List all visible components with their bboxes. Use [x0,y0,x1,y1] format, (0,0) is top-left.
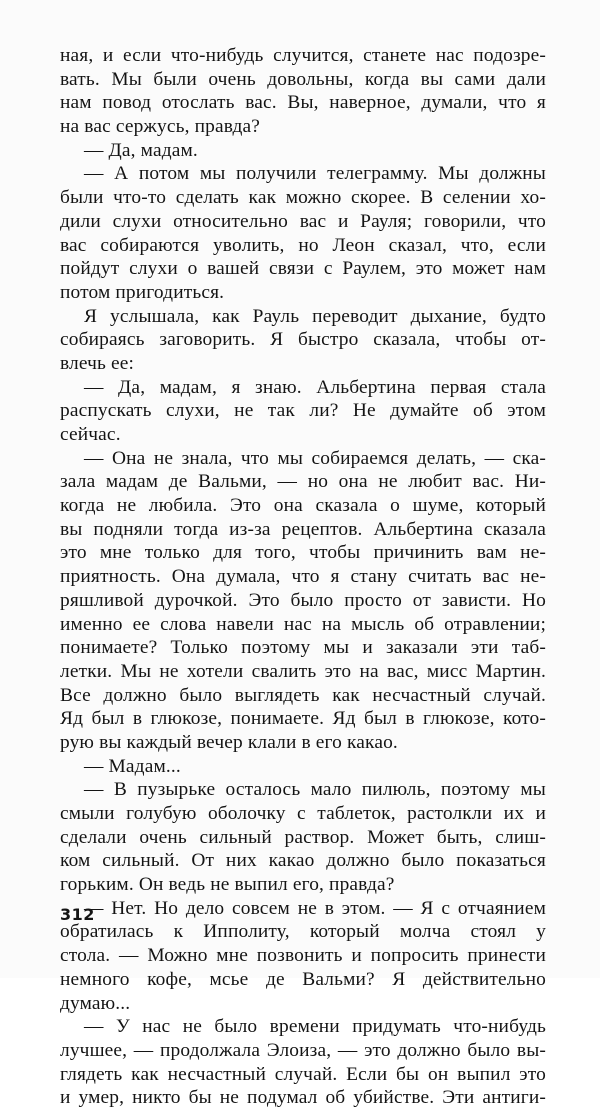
text-line-39: стола. — Можно мне позвонить и попросить принести [60,945,546,967]
text-line-36: горьким. Он ведь не выпил его, правда? [60,874,395,896]
text-line-10: пойдут слухи о вашей связи с Раулем, это может нам [60,258,546,280]
text-line-20: когда не любила. Это она сказала о шуме, который [60,495,546,517]
text-line-26: понимаете? Только поэтому мы и заказали эти таб- [60,637,546,659]
text-line-2: вать. Мы были очень довольны, когда вы сами дали [60,68,546,90]
text-line-1: ная, и если что-нибудь случится, станете нас подозре- [60,45,546,66]
text-line-18: — Она не знала, что мы собираемся делать, — ска- [84,447,546,469]
text-line-24: ряшливой дурочкой. Это было просто от зависти. Но [60,589,546,611]
text-line-30: рую вы каждый вечер клали в его какао. [60,731,398,753]
text-line-29: Яд был в глюкозе, понимаете. Яд был в глюкозе, кото- [60,708,546,730]
page-number: 312 [60,905,95,924]
text-line-22: это мне только для того, чтобы причинить вам не- [60,542,546,564]
text-line-27: летки. Мы не хотели свалить это на вас, мисс Мартин. [60,660,546,682]
text-line-16: распускать слухи, не так ли? Не думайте об этом [60,400,546,422]
text-line-19: зала мадам де Вальми, — но она не любит вас. Ни- [60,471,546,493]
body-text [60,44,546,1110]
text-line-9: вас собираются уволить, но Леон сказал, что, если [60,234,546,256]
text-line-7: были что-то сделать как можно скорее. В селении хо- [60,187,546,209]
text-line-37: — Нет. Но дело совсем не в этом. — Я с отчаянием [84,897,546,919]
text-line-32: — В пузырьке осталось мало пилюль, поэтому мы [84,779,546,801]
text-line-8: дили слухи относительно вас и Рауля; говорили, что [60,210,546,232]
text-line-41: думаю... [60,992,131,1014]
text-line-6: — А потом мы получили телеграмму. Мы должны [84,163,546,185]
text-line-3: нам повод отослать вас. Вы, наверное, думали, что я [60,92,546,114]
text-line-15: — Да, мадам, я знаю. Альбертина первая стала [84,376,546,398]
text-line-44: глядеть как несчастный случай. Если бы он выпил это [60,1063,546,1085]
text-line-17: сейчас. [60,424,121,445]
text-line-5: — Да, мадам. [84,139,198,161]
text-line-21: вы подняли тогда из-за рецептов. Альбертина сказала [60,518,546,540]
text-line-35: ком сильный. От них какао должно было показаться [60,850,546,872]
text-line-13: собираясь заговорить. Я быстро сказала, чтобы от- [60,329,546,351]
text-line-40: немного кофе, мсье де Вальми? Я действительно [60,968,546,990]
text-line-31: — Мадам... [84,755,181,777]
text-line-43: лучшее, — продолжала Элоиза, — это должно было вы- [60,1039,546,1061]
text-line-25: именно ее слова навели нас на мысль об отравлении; [60,613,546,635]
text-line-42: — У нас не было времени придумать что-нибудь [84,1016,546,1038]
text-line-28: Все должно было выглядеть как несчастный случай. [60,684,546,706]
text-line-33: смыли голубую оболочку с таблеток, растолкли их и [60,803,546,824]
text-line-45: и умер, никто бы не подумал об убийстве. Эти антиги- [60,1087,546,1109]
text-line-34: сделали очень сильный раствор. Может быть, слиш- [60,826,546,848]
text-line-4: на вас сержусь, правда? [60,116,261,138]
text-line-23: приятность. Она думала, что я стану считать вас не- [60,566,546,588]
text-line-11: потом пригодиться. [60,281,225,303]
text-line-14: влечь ее: [60,352,135,374]
text-line-38: обратилась к Ипполиту, который молча стоял у [60,921,546,943]
text-line-12: Я услышала, как Рауль переводит дыхание, будто [84,305,546,327]
